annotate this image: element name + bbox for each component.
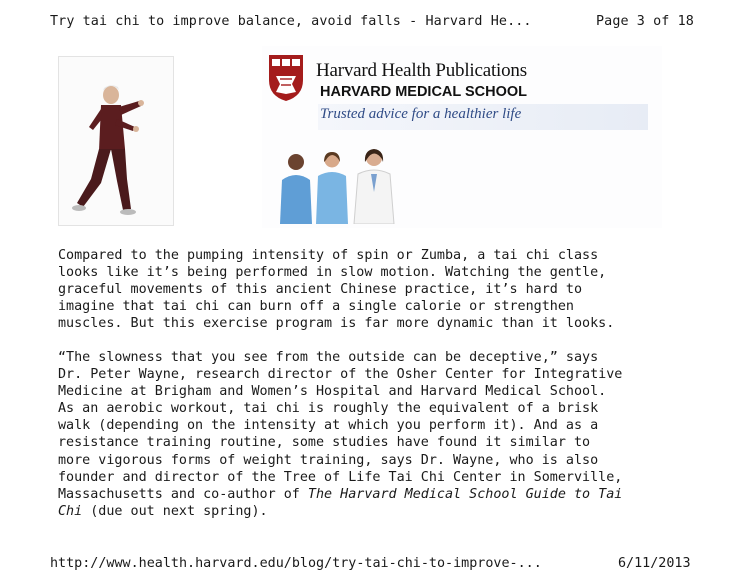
paragraph-line: more vigorous forms of weight training, says Dr. Wayne, who is also — [58, 452, 599, 468]
paragraph-line: Medicine at Brigham and Women’s Hospital and Harvard Medical School. — [58, 384, 607, 400]
book-title-end: Chi — [58, 503, 83, 519]
harvard-shield-icon — [268, 54, 304, 102]
brand-school: HARVARD MEDICAL SCHOOL — [320, 84, 528, 100]
line-text: (due out next spring). — [82, 503, 268, 519]
footer-url: http://www.health.harvard.edu/blog/try-tai-chi-to-improve-... — [50, 556, 542, 571]
tai-chi-figure-icon — [59, 57, 173, 225]
doctors-photo-icon — [276, 140, 396, 224]
paragraph-line: “The slowness that you see from the outside can be deceptive,” says — [58, 350, 599, 365]
header-title: Try tai chi to improve balance, avoid falls - Harvard He... — [50, 14, 532, 29]
paragraph-line: As an aerobic workout, tai chi is roughly the equivalent of a brisk — [58, 401, 599, 417]
footer-date: 6/11/2013 — [618, 556, 691, 571]
paragraph-line: imagine that tai chi can burn off a single calorie or strengthen — [58, 299, 574, 315]
paragraph-line: muscles. But this exercise program is far more dynamic than it looks. — [58, 316, 615, 332]
book-title: The Harvard Medical School Guide to Tai — [307, 486, 623, 502]
paragraph-line: graceful movements of this ancient Chinese practice, it’s hard to — [58, 282, 583, 298]
paragraph-line: walk (depending on the intensity at which you perform it). And as a — [58, 418, 599, 434]
paragraph-line — [58, 486, 622, 503]
line-text: Massachusetts and co-author of — [58, 486, 308, 502]
harvard-health-promo — [262, 46, 662, 228]
paragraph-1 — [58, 247, 614, 332]
paragraph-line: looks like it’s being performed in slow motion. Watching the gentle, — [58, 265, 607, 281]
tagline: Trusted advice for a healthier life — [320, 106, 522, 122]
tai-chi-photo — [58, 56, 174, 226]
paragraph-line: founder and director of the Tree of Life Tai Chi Center in Somerville, — [58, 469, 623, 485]
paragraph-line — [58, 503, 622, 520]
paragraph-2 — [58, 349, 622, 520]
paragraph-line: resistance training routine, some studies have found it similar to — [58, 435, 591, 451]
paragraph-line: Dr. Peter Wayne, research director of the Osher Center for Integrative — [58, 367, 623, 383]
tagline-band — [318, 104, 648, 130]
brand-name: Harvard Health Publications — [316, 60, 527, 81]
page-indicator: Page 3 of 18 — [596, 14, 694, 29]
paragraph-line: Compared to the pumping intensity of spin or Zumba, a tai chi class — [58, 248, 599, 263]
